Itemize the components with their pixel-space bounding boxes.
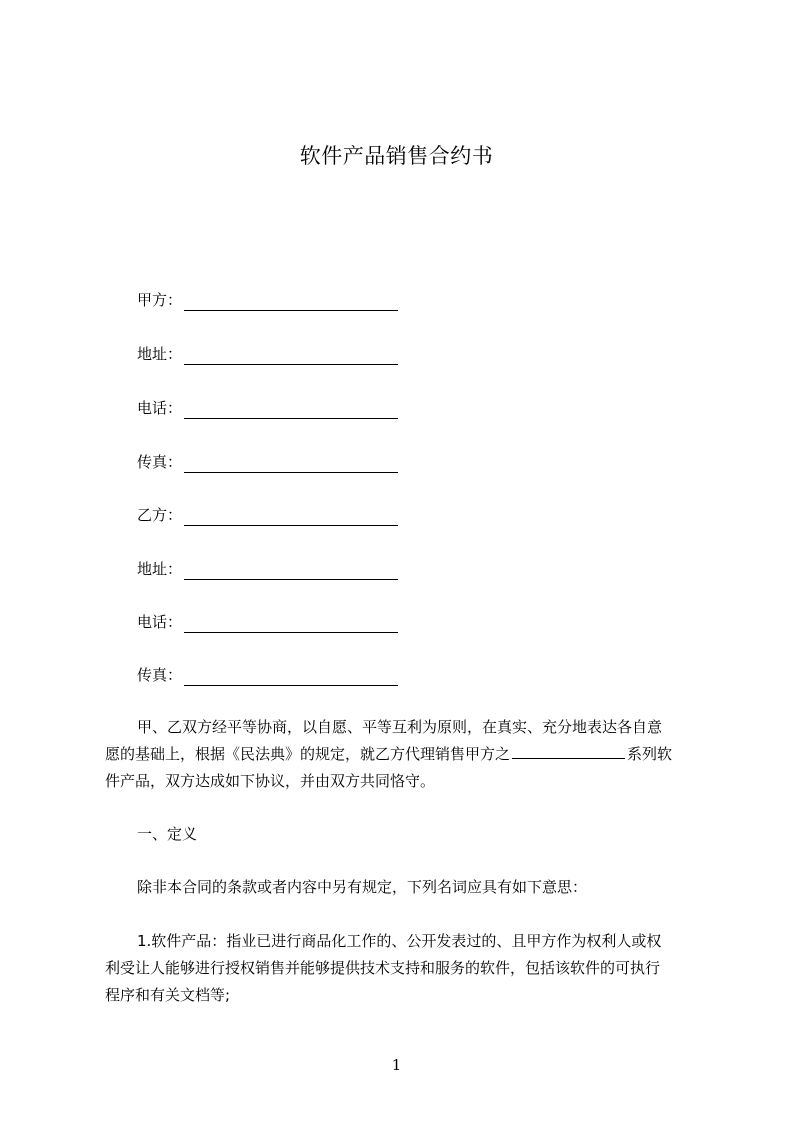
fill-in-blank <box>184 348 398 365</box>
field-label: 电话： <box>137 399 183 417</box>
party-b-address-field <box>137 558 398 580</box>
field-label: 地址： <box>137 560 183 578</box>
party-b-phone-field <box>137 611 398 633</box>
fill-in-blank <box>184 616 398 633</box>
party-b-fax-field <box>137 664 398 686</box>
fill-in-blank <box>184 563 398 580</box>
definition-item-line-1: 1.软件产品：指业已进行商品化工作的、公开发表过的、且甲方作为权利人或权 <box>137 932 662 950</box>
preamble-line-1: 甲、乙双方经平等协商，以自愿、平等互利为原则，在真实、充分地表达各自意 <box>137 718 663 736</box>
definition-item-line-3: 程序和有关文档等; <box>105 986 231 1004</box>
field-label: 传真： <box>137 666 183 684</box>
fill-in-blank <box>184 509 398 526</box>
party-a-address-field <box>137 343 398 365</box>
preamble-line-2 <box>105 741 672 768</box>
product-series-blank <box>512 744 625 759</box>
page-number: 1 <box>391 1056 402 1074</box>
fill-in-blank <box>184 402 398 419</box>
party-b-field <box>137 504 398 526</box>
field-label: 甲方： <box>137 291 183 309</box>
document-title: 软件产品销售合约书 <box>299 144 494 168</box>
preamble-line-3: 件产品，双方达成如下协议，并由双方共同恪守。 <box>105 772 436 790</box>
preamble-line-2-text: 愿的基础上，根据《民法典》的规定，就乙方代理销售甲方之 <box>105 745 511 763</box>
field-label: 传真： <box>137 453 183 471</box>
fill-in-blank <box>184 294 398 311</box>
definition-item-line-2: 利受让人能够进行授权销售并能够提供技术支持和服务的软件，包括该软件的可执行 <box>105 959 661 977</box>
party-a-fax-field <box>137 451 398 473</box>
field-label: 电话： <box>137 613 183 631</box>
section-intro: 除非本合同的条款或者内容中另有规定，下列名词应具有如下意思： <box>137 878 588 896</box>
section-heading: 一、定义 <box>137 825 198 843</box>
fill-in-blank <box>184 456 398 473</box>
party-a-phone-field <box>137 397 398 419</box>
field-label: 地址： <box>137 345 183 363</box>
field-label: 乙方： <box>137 506 183 524</box>
preamble-line-2-tail: 系列软 <box>627 745 673 763</box>
fill-in-blank <box>184 669 398 686</box>
party-a-field <box>137 289 398 311</box>
